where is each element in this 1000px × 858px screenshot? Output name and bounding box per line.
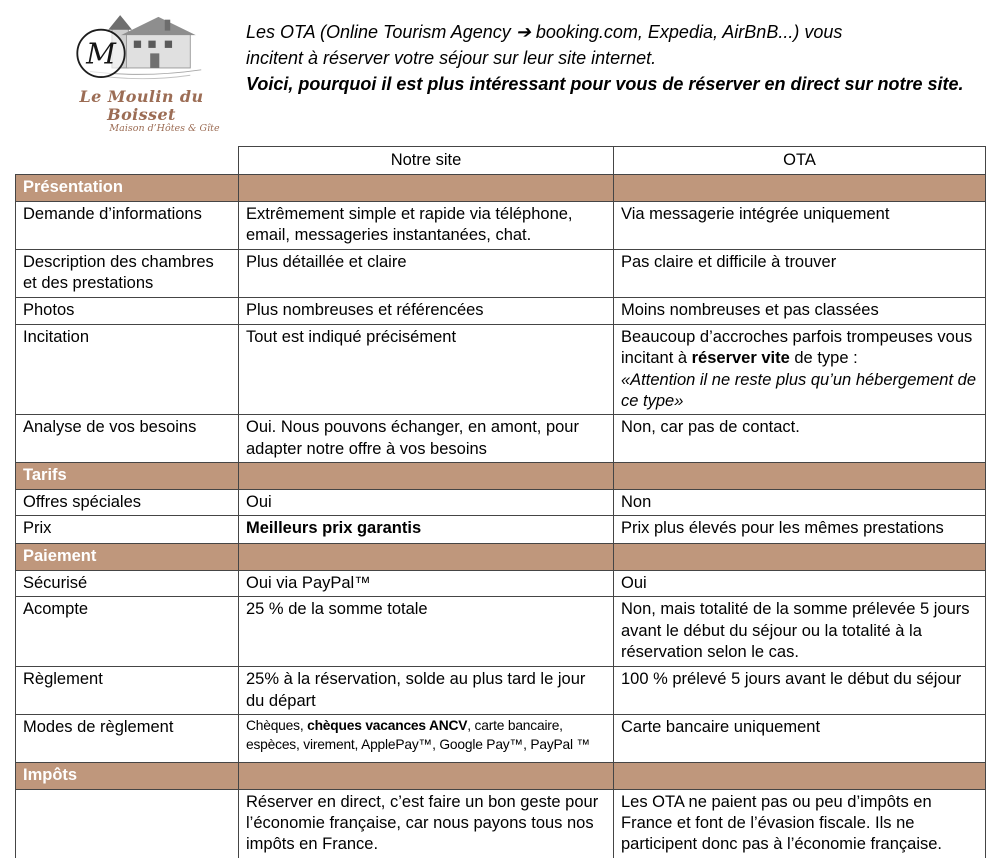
row-label-incitation: Incitation: [16, 324, 239, 415]
table-row: [16, 297, 986, 324]
row-label-offres: Offres spéciales: [16, 489, 239, 515]
section-cell-empty: [614, 544, 986, 570]
section-cell-empty: [239, 463, 614, 489]
intro-line-1: Les OTA (Online Tourism Agency ➔ booking.com, Expedia, AirBnB...) vous: [246, 22, 843, 42]
cell-modes-ota: Carte bancaire uniquement: [614, 715, 986, 763]
cell-photos-site: Plus nombreuses et référencées: [239, 297, 614, 324]
cell-securise-ota: Oui: [614, 570, 986, 596]
row-label-securise: Sécurisé: [16, 570, 239, 596]
cell-reglement-site: 25% à la réservation, solde au plus tard le jour du départ: [239, 667, 614, 715]
section-title-paiement: Paiement: [16, 544, 239, 570]
section-row-paiement: [16, 544, 986, 570]
cell-description-ota: Pas claire et difficile à trouver: [614, 249, 986, 297]
cell-acompte-site: 25 % de la somme totale: [239, 597, 614, 667]
cell-acompte-ota: Non, mais totalité de la somme prélevée 5 jours avant le début du séjour ou la totalité à la réservation selon le cas.: [614, 597, 986, 667]
cell-offres-ota: Non: [614, 489, 986, 515]
section-row-tarifs: [16, 463, 986, 489]
cell-impots-ota: Les OTA ne paient pas ou peu d’impôts en France et font de l’évasion fiscale. Ils ne participent donc pas à l’économie française.: [614, 789, 986, 858]
table-row: [16, 415, 986, 463]
table-row: [16, 516, 986, 544]
cell-description-site: Plus détaillée et claire: [239, 249, 614, 297]
section-cell-empty: [239, 763, 614, 789]
table-row: [16, 489, 986, 515]
cell-securise-site: Oui via PayPal™: [239, 570, 614, 596]
row-label-photos: Photos: [16, 297, 239, 324]
table-row: [16, 667, 986, 715]
cell-incitation-site: Tout est indiqué précisément: [239, 324, 614, 415]
table-row: [16, 324, 986, 415]
table-row: [16, 597, 986, 667]
cell-demande-site: Extrêmement simple et rapide via téléphone, email, messageries instantanées, chat.: [239, 201, 614, 249]
header-empty-cell: [16, 147, 239, 175]
moulin-logo: [15, 6, 230, 134]
row-label-demande: Demande d’informations: [16, 201, 239, 249]
cell-reglement-ota: 100 % prélevé 5 jours avant le début du séjour: [614, 667, 986, 715]
monogram-letter: M: [85, 36, 116, 71]
intro-line-2: incitent à réserver votre séjour sur leur site internet.: [246, 48, 657, 69]
table-row: [16, 570, 986, 596]
row-label-modes: Modes de règlement: [16, 715, 239, 763]
cell-photos-ota: Moins nombreuses et pas classées: [614, 297, 986, 324]
logo-subtitle: Maison d’Hôtes & Gîte: [109, 123, 220, 135]
column-header-ota: OTA: [614, 147, 986, 175]
row-label-prix: Prix: [16, 516, 239, 544]
intro-line-3: Voici, pourquoi il est plus intéressant pour vous de réserver en direct sur notre site.: [246, 74, 964, 95]
cell-prix-ota: Prix plus élevés pour les mêmes prestations: [614, 516, 986, 544]
logo-name: Le Moulin du Boisset: [79, 87, 204, 124]
table-row: [16, 249, 986, 297]
row-label-acompte: Acompte: [16, 597, 239, 667]
section-cell-empty: [614, 463, 986, 489]
cell-incitation-ota: Beaucoup d’accroches parfois trompeuses vous incitant à réserver vite de type : «Attention il ne reste plus qu’un hébergement de ce type»: [614, 324, 986, 415]
table-row: [16, 789, 986, 858]
section-title-impots: Impôts: [16, 763, 239, 789]
cell-prix-site: Meilleurs prix garantis: [239, 516, 614, 544]
section-row-presentation: [16, 175, 986, 201]
table-header-row: [16, 147, 986, 175]
cell-impots-label-empty: [16, 789, 239, 858]
row-label-reglement: Règlement: [16, 667, 239, 715]
section-cell-empty: [239, 175, 614, 201]
cell-analyse-ota: Non, car pas de contact.: [614, 415, 986, 463]
section-row-impots: [16, 763, 986, 789]
cell-demande-ota: Via messagerie intégrée uniquement: [614, 201, 986, 249]
section-cell-empty: [614, 175, 986, 201]
row-label-description: Description des chambres et des prestations: [16, 249, 239, 297]
section-cell-empty: [239, 544, 614, 570]
page-header: [15, 6, 985, 134]
section-title-tarifs: Tarifs: [16, 463, 239, 489]
cell-modes-site: Chèques, chèques vacances ANCV, carte bancaire, espèces, virement, ApplePay™, Google Pay™, PayPal ™: [239, 715, 614, 763]
intro-text: [246, 6, 964, 97]
section-title-presentation: Présentation: [16, 175, 239, 201]
cell-impots-site: Réserver en direct, c’est faire un bon geste pour l’économie française, car nous payons tous nos impôts en France.: [239, 789, 614, 858]
mill-house-icon: [67, 6, 217, 88]
row-label-analyse: Analyse de vos besoins: [16, 415, 239, 463]
cell-analyse-site: Oui. Nous pouvons échanger, en amont, pour adapter notre offre à vos besoins: [239, 415, 614, 463]
cell-offres-site: Oui: [239, 489, 614, 515]
table-row: [16, 715, 986, 763]
comparison-table: [15, 146, 986, 858]
section-cell-empty: [614, 763, 986, 789]
column-header-notre-site: Notre site: [239, 147, 614, 175]
table-row: [16, 201, 986, 249]
